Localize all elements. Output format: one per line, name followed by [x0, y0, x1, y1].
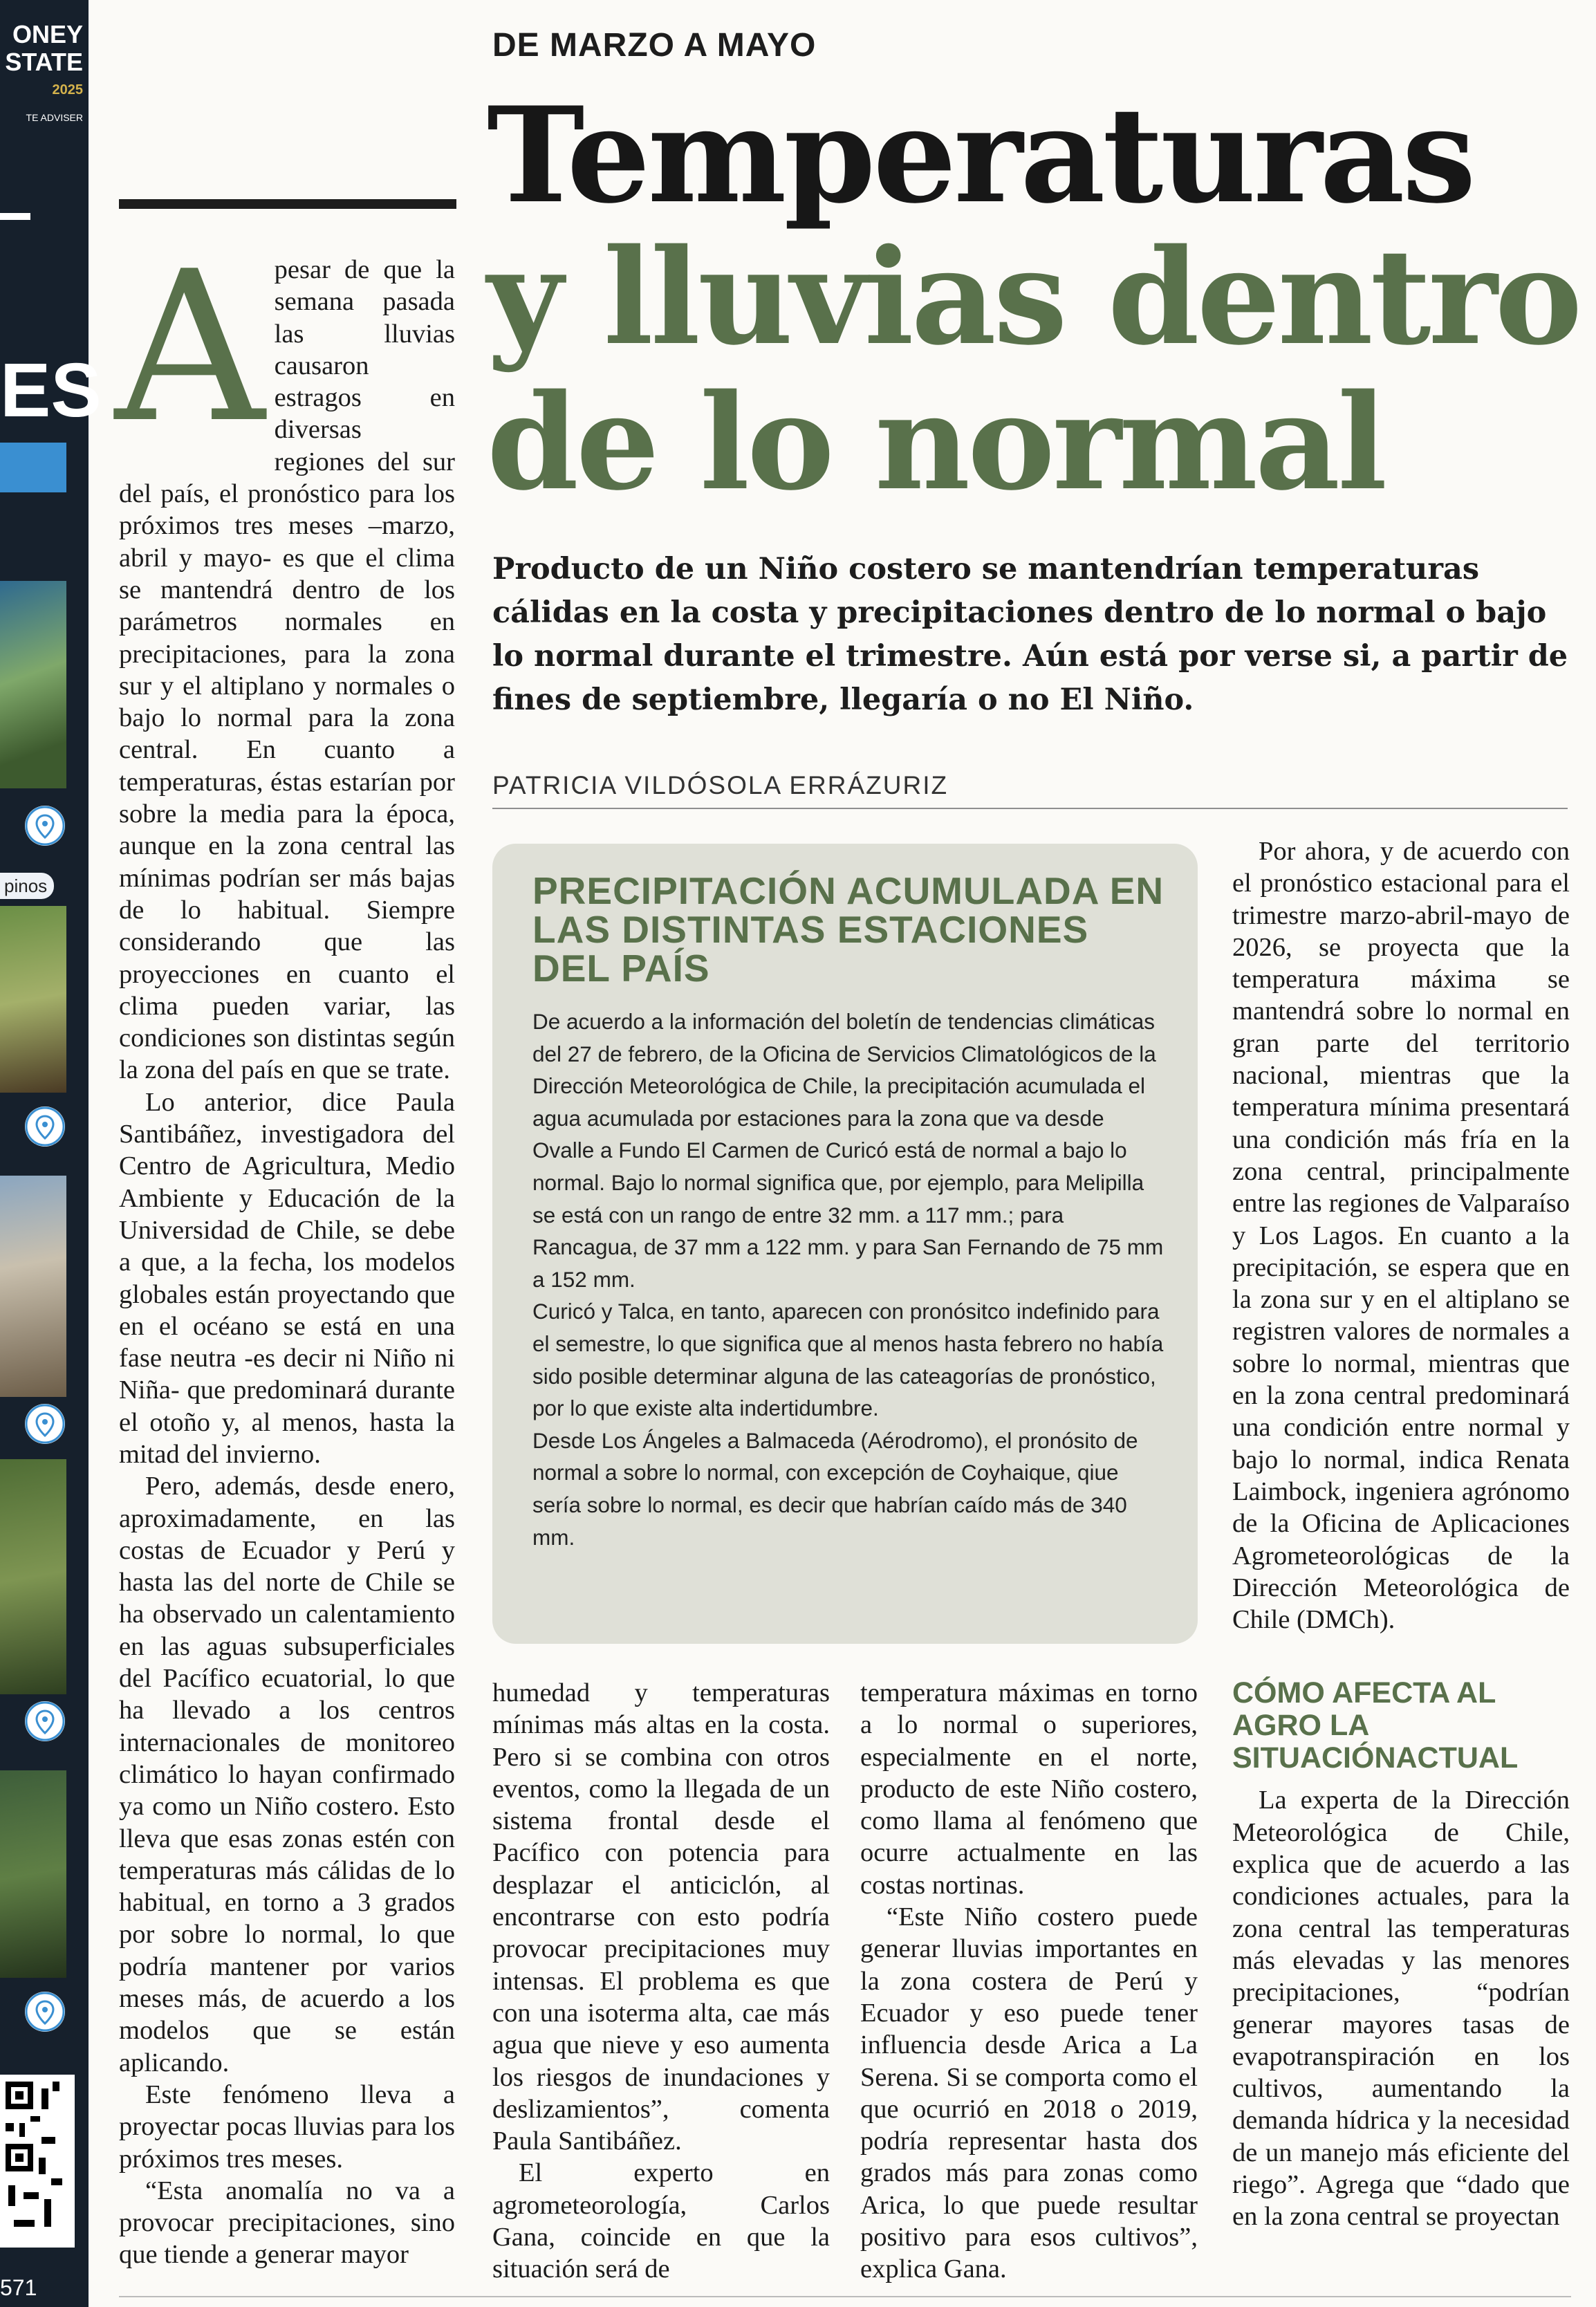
headline-line-2: y lluvias dentro — [487, 220, 1580, 374]
body-column-1 — [115, 227, 455, 2271]
strip-logo-line1: ONEY — [12, 20, 83, 48]
body-paragraph: El experto en agrometeorología, Carlos Gana, coincide en que la situación será de — [492, 2158, 830, 2284]
body-paragraph: humedad y temperaturas mínimas más altas en la costa. Pero si se combina con otros eventos, como la llegada de un sistema frontal desde el Pacífico con potencia para desplazar el anticiclón, al encontrarse con esto podría provocar precipitaciones muy intensas. El problema es que con una isoterma alta, cae más agua que nieve y eso aumenta los riesgos de inundaciones y deslizamientos”, comenta Paula Santibáñez. — [492, 1678, 830, 2156]
location-pin-icon[interactable] — [25, 806, 65, 846]
body-column-4 — [1232, 835, 1570, 2233]
body-paragraph: “Este Niño costero puede generar lluvias importantes en la zona costera de Perú y Ecuador y eso puede tener influencia desde Arica a La Serena. Si se comporta como el que ocurrió en 2018 o 2019, podría representar hasta dos grados más para zonas como Arica, lo que puede resultar positivo para esos cultivos”, explica Gana. — [860, 1902, 1198, 2284]
location-pin-icon[interactable] — [25, 1701, 65, 1741]
location-pin-icon[interactable] — [25, 1992, 65, 2032]
kicker: DE MARZO A MAYO — [492, 27, 817, 64]
body-paragraph: temperatura máximas en torno a lo normal o superiores, especialmente en el norte, producto de este Niño costero, como llama al fenómeno que ocurre actualmente en las costas nortinas. — [860, 1678, 1198, 1900]
body-paragraph: La experta de la Dirección Meteorológica de Chile, explica que de acuerdo a las condiciones actuales, para la zona central las temperaturas más elevadas y las menores precipitaciones, “podrían generar mayores tasas de evapotranspiración en los cultivos, aumentando la demanda hídrica y la necesidad de un manejo más eficiente del riego”. Agrega que “dado que en la zona central se proyectan — [1232, 1786, 1570, 2232]
headline-line-1: Temperaturas — [487, 78, 1474, 232]
body-column-3 — [860, 1677, 1198, 2286]
section-subhead: CÓMO AFECTA AL AGRO LA SITUACIÓNACTUAL — [1232, 1676, 1519, 1775]
body-paragraph: Este fenómeno lleva a proyectar pocas lluvias para los próximos tres meses. — [119, 2079, 455, 2174]
page-number: 571 — [0, 2275, 37, 2300]
property-photo — [0, 1770, 66, 1978]
headline-line-3: de lo normal — [487, 365, 1385, 519]
body-paragraph: Pero, además, desde enero, aproximadamente, en las costas de Ecuador y Perú y hasta las del norte de Chile se ha observado un calentamiento en las aguas subsuperficiales del Pacífico ecuatorial, lo que ha llevado a los centros internacionales de monitoreo climático lo hayan confirmado ya como un Niño costero. Esto lleva que esas zonas estén con temperaturas más cálidas de lo habitual, en torno a 3 grados por sobre lo normal, lo que podría mantener por varios meses más, de acuerdo a los modelos que se están aplicando. — [119, 1472, 455, 2077]
strip-logo-sub: TE ADVISER — [26, 112, 83, 123]
body-column-2 — [492, 1677, 830, 2286]
body-paragraph: “Esta anomalía no va a provocar precipitaciones, sino que tiende a generar mayor — [119, 2176, 455, 2270]
strip-logo — [0, 21, 89, 131]
box-title: PRECIPITACIÓN ACUMULADA EN LAS DISTINTAS ESTACIONES DEL PAÍS — [532, 869, 1164, 990]
strip-logo-year: 2025 — [52, 82, 83, 98]
property-photo — [0, 1176, 66, 1397]
box-paragraph: Curicó y Talca, en tanto, aparecen con pronósitco indefinido para el semestre, lo que significa que al menos hasta febrero no había sido posible determinar alguna de las cateagorías de pronóstico, por lo que existe alta indertidumbre. — [532, 1299, 1164, 1421]
adjacent-page-strip — [0, 0, 102, 2307]
byline-rule — [492, 808, 1568, 809]
precipitation-box — [492, 844, 1198, 1644]
drop-cap: A — [115, 227, 265, 468]
deck-summary: Producto de un Niño costero se mantendrían temperaturas cálidas en la costa y precipitaciones dentro de lo normal o bajo lo normal durante el trimestre. Aún está por verse si, a partir de fines de septiembre, llegaría o no El Niño. — [492, 552, 1568, 717]
property-photo — [0, 581, 66, 788]
body-paragraph: Por ahora, y de acuerdo con el pronóstico estacional para el trimestre marzo-abril-mayo de 2026, se proyecta que la temperatura máxima se mantendrá sobre lo normal en gran parte del territorio nacional, mientras que la temperatura mínima presentará una condición más fría en la zona central, principalmente entre las regiones de Valparaíso y Los Lagos. En cuanto a la precipitación, se espera que en la zona sur y en el altiplano se registren valores de normales a sobre lo normal, mientras que en la zona central predominará una condición entre normal y bajo lo normal, indica Renata Laimbock, ingeniera agrónomo de la Oficina de Aplicaciones Agrometeorológicas de la Dirección Meteorológica de Chile (DMCh). — [1232, 837, 1570, 1635]
box-paragraph: De acuerdo a la información del boletín de tendencias climáticas del 27 de febrero, de la Oficina de Servicios Climatológicos de la Dirección Meteorológica de Chile, la precipitación acumulada el agua acumulada por estaciones para la zona que va desde Ovalle a Fundo El Carmen de Curicó está de normal a bajo lo normal. Bajo lo normal significa que, por ejemplo, para Melipilla se está con un rango de entre 32 mm. a 117 mm.; para Rancagua, de 37 mm a 122 mm. y para San Fernando de 75 mm a 152 mm. — [532, 1009, 1164, 1292]
strip-tab-label: pinos — [0, 873, 54, 899]
body-paragraph: Lo anterior, dice Paula Santibáñez, investigadora del Centro de Agricultura, Medio Ambiente y Educación de la Universidad de Chile, se debe a que, a la fecha, los modelos globales están proyectando que en el océano se está en una fase neutra -es decir ni Niño ni Niña- que predominará durante el otoño y, al menos, hasta la mitad del invierno. — [119, 1087, 455, 1469]
location-pin-icon[interactable] — [25, 1106, 65, 1147]
strip-big-letters: ES — [0, 348, 102, 433]
property-photo — [0, 906, 66, 1093]
bottom-rule — [119, 2296, 1571, 2297]
strip-divider — [0, 213, 30, 220]
box-body — [532, 1006, 1164, 1553]
qr-code[interactable] — [0, 2075, 75, 2248]
top-rule — [119, 199, 456, 209]
body-paragraph: pesar de que la semana pasada las lluvias causaron estragos en diversas regiones del sur del país, el pronóstico para los próximos tres meses –marzo, abril y mayo- es que el clima se mantendrá dentro de los parámetros normales en precipitaciones, para la zona sur y el altiplano y normales o bajo lo normal para la zona central. En cuanto a temperaturas, éstas estarían por sobre la media para la época, aunque en la zona central las mínimas podrían ser más bajas de lo habitual. Siempre considerando que las proyecciones en cuanto el clima pueden variar, las condiciones son distintas según la zona del país en que se trate. — [119, 255, 455, 1085]
byline: PATRICIA VILDÓSOLA ERRÁZURIZ — [492, 771, 949, 799]
strip-blue-bar — [0, 443, 66, 492]
location-pin-icon[interactable] — [25, 1404, 65, 1444]
property-photo — [0, 1459, 66, 1694]
box-paragraph: Desde Los Ángeles a Balmaceda (Aérodromo), el pronósito de normal a sobre lo normal, con excepción de Coyhaique, qiue sería sobre lo normal, es decir que habrían caído más de 340 mm. — [532, 1427, 1138, 1550]
strip-logo-line2: STATE — [5, 48, 83, 76]
